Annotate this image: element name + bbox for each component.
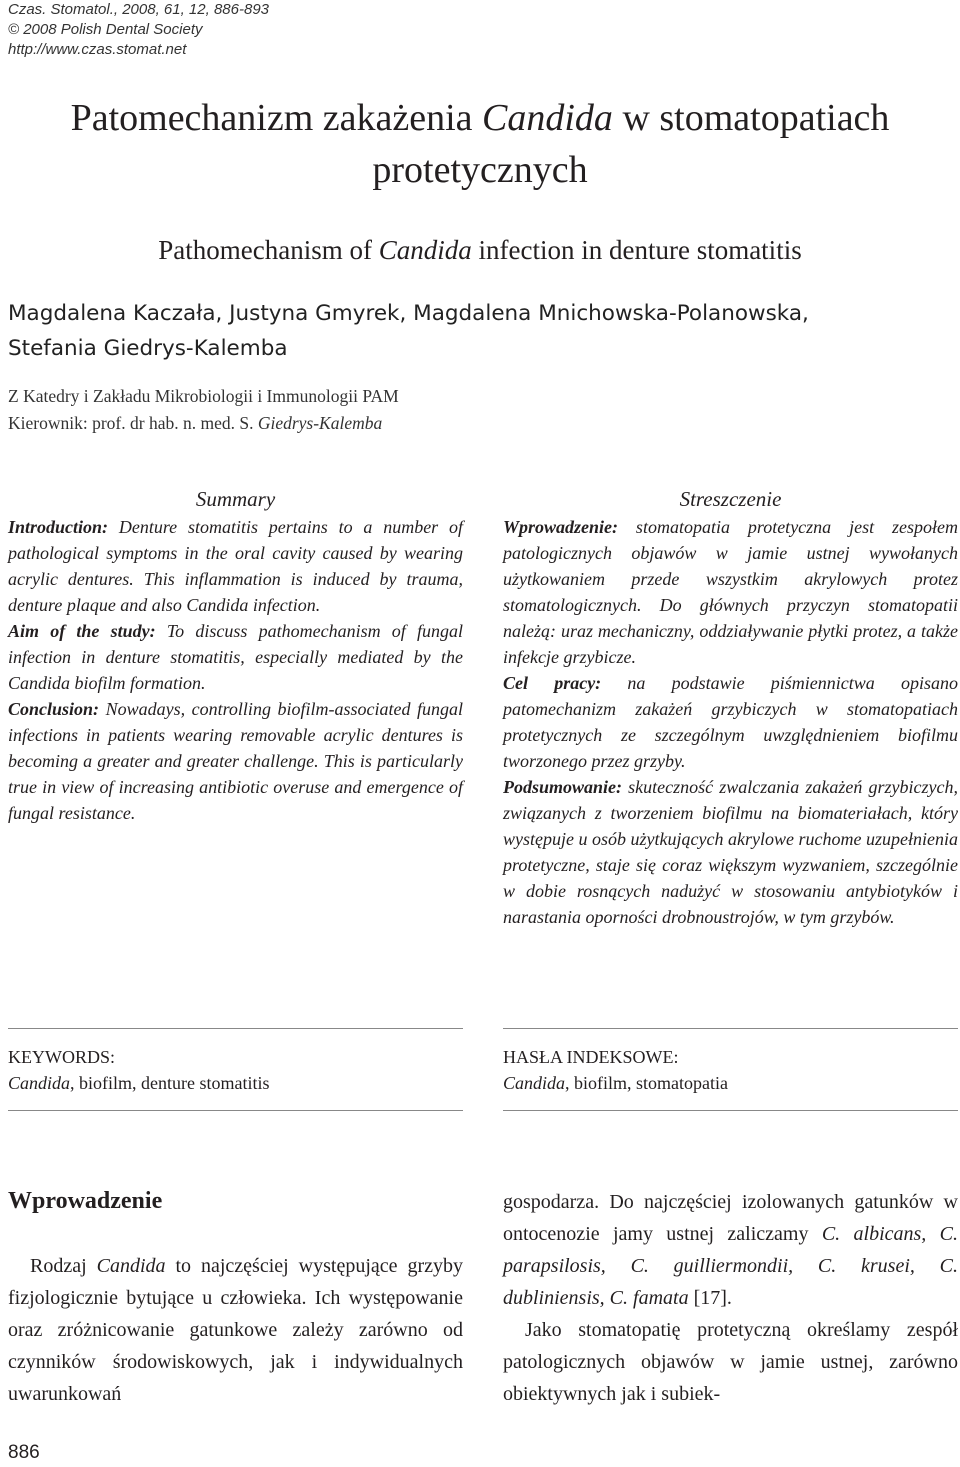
head-of-department: Kierownik: prof. dr hab. n. med. S. [8, 413, 258, 433]
streszczenie-wprowadzenie [503, 514, 958, 670]
intro-reference: [17]. [688, 1287, 732, 1309]
page-number: 886 [8, 1442, 40, 1463]
summary-aim-label: Aim of the study: [8, 621, 156, 641]
summary-aim [8, 618, 463, 696]
summary-introduction [8, 514, 463, 618]
streszczenie-podsumowanie [503, 774, 958, 930]
affiliation-line-1: Z Katedry i Zakładu Mikrobiologii i Immunologii PAM [8, 386, 399, 406]
affiliation [8, 383, 399, 437]
article-subtitle [0, 230, 960, 270]
streszczenie-intro-label: Wprowadzenie: [503, 517, 619, 537]
title-line-2: protetycznych [372, 149, 588, 191]
journal-citation: Czas. Stomatol., 2008, 61, 12, 886-893 [8, 1, 269, 18]
hasla-bottom-rule [503, 1110, 958, 1111]
keywords-top-rule [8, 1028, 463, 1029]
hasla-block [503, 1044, 958, 1096]
authors-line-1: Magdalena Kaczała, Justyna Gmyrek, Magdalena Mnichowska-Polanowska, [8, 301, 809, 326]
keywords-list [8, 1070, 463, 1096]
keywords-rest: , biofilm, denture stomatitis [70, 1073, 270, 1093]
streszczenie-heading: Streszczenie [679, 487, 782, 511]
summary-concl-text: Nowadays, controlling biofilm-associated fungal infections in patients wearing removable acrylic dentures is becoming a greater and greater challenge. This is particularly true in view of increasing antibiotic overuse and emergence of fungal resistance. [8, 699, 463, 823]
hasla-genus: Candida [503, 1073, 566, 1093]
keywords-label: KEYWORDS: [8, 1047, 115, 1067]
subtitle-text: Pathomechanism of [158, 235, 379, 265]
summary-aim-text: To discuss pathomechanism of fungal infection in denture stomatitis, especially mediated by the Candida biofilm formation. [8, 621, 463, 693]
streszczenie-column [503, 485, 958, 930]
streszczenie-concl-text: skuteczność zwalczania zakażeń grzybiczych, związanych z tworzeniem biofilmu na biomateriałach, który występuje u osób użytkujących akrylowe ruchome uzupełnienia protetyczne, staje się coraz większym wyzwaniem, szczególnie w dobie rosnących nadużyć w stosowaniu antybiotyków i narastania oporności drobnoustrojów, w tym grzybów. [503, 777, 958, 927]
intro-paragraph-1-continued [503, 1186, 958, 1314]
summary-concl-label: Conclusion: [8, 699, 100, 719]
intro-p1-text-a: Rodzaj [30, 1255, 97, 1277]
summary-intro-text: Denture stomatitis pertains to a number of pathological symptoms in the oral cavity caused by wearing acrylic dentures. This inflammation is induced by trauma, denture plaque and also Candida infection. [8, 517, 463, 615]
hasla-label: HASŁA INDEKSOWE: [503, 1047, 679, 1067]
head-surname: Giedrys-Kalemba [257, 413, 383, 433]
streszczenie-intro-text: stomatopatia protetyczna jest zespołem patologicznych objawów w jamie ustnej wywołanych użytkowaniem przede wszystkim akrylowych protez stomatologicznych. Do głównych przyczyn stomatopatii należą: uraz mechaniczny, oddziaływanie płytki protez, a także infekcje grzybicze. [503, 517, 958, 667]
intro-right-column [503, 1186, 958, 1410]
journal-url[interactable]: http://www.czas.stomat.net [8, 41, 187, 58]
intro-left-column [8, 1250, 463, 1410]
intro-paragraph-1 [8, 1250, 463, 1410]
intro-p1-genus: Candida [96, 1255, 166, 1277]
subtitle-genus: Candida [378, 235, 472, 265]
summary-column [8, 485, 463, 826]
hasla-top-rule [503, 1028, 958, 1029]
author-list [8, 296, 956, 366]
authors-line-2: Stefania Giedrys-Kalemba [8, 336, 288, 361]
summary-intro-label: Introduction: [8, 517, 109, 537]
keyword-genus: Candida [8, 1073, 71, 1093]
hasla-rest: , biofilm, stomatopatia [565, 1073, 728, 1093]
article-title [0, 92, 960, 196]
hasla-list [503, 1070, 958, 1096]
intro-species-list: C. albicans, C. parapsilosis, C. guilliermondii, C. krusei, C. dubliniensis, C. famata [503, 1223, 958, 1309]
summary-heading: Summary [195, 487, 276, 511]
keywords-bottom-rule [8, 1110, 463, 1111]
affiliation-line-2 [8, 410, 399, 437]
streszczenie-aim-label: Cel pracy: [503, 673, 602, 693]
streszczenie-aim-text: na podstawie piśmiennictwa opisano patomechanizm zakażeń grzybiczych w stomatopatiach protetycznych ze szczególnym uwzględnieniem biofilmu tworzonego przez grzyby. [503, 673, 958, 771]
intro-p1-text-b: to najczęściej występujące grzyby fizjologicznie bytujące u człowieka. Ich występowanie oraz zróżnicowanie gatunkowe zależy zarówno od czynników środowiskowych, jak i indywidualnych uwarunkowań [8, 1255, 463, 1405]
intro-paragraph-2: Jako stomatopatię protetyczną określamy zespół patologicznych objawów w jamie ustnej, zarówno obiektywnych jak i subiek- [503, 1319, 958, 1405]
title-genus: Candida [482, 97, 613, 139]
streszczenie-concl-label: Podsumowanie: [503, 777, 623, 797]
journal-header [8, 0, 269, 60]
title-text: Patomechanizm zakażenia [70, 97, 483, 139]
title-text-2: w stomatopatiach [612, 97, 890, 139]
intro-p1-cont-text: gospodarza. Do najczęściej izolowanych gatunków w ontocenozie jamy ustnej zaliczamy [503, 1191, 958, 1245]
keywords-block [8, 1044, 463, 1096]
summary-conclusion [8, 696, 463, 826]
subtitle-text-2: infection in denture stomatitis [471, 235, 802, 265]
section-heading-wprowadzenie: Wprowadzenie [8, 1188, 163, 1214]
streszczenie-cel [503, 670, 958, 774]
copyright-line: © 2008 Polish Dental Society [8, 21, 203, 38]
